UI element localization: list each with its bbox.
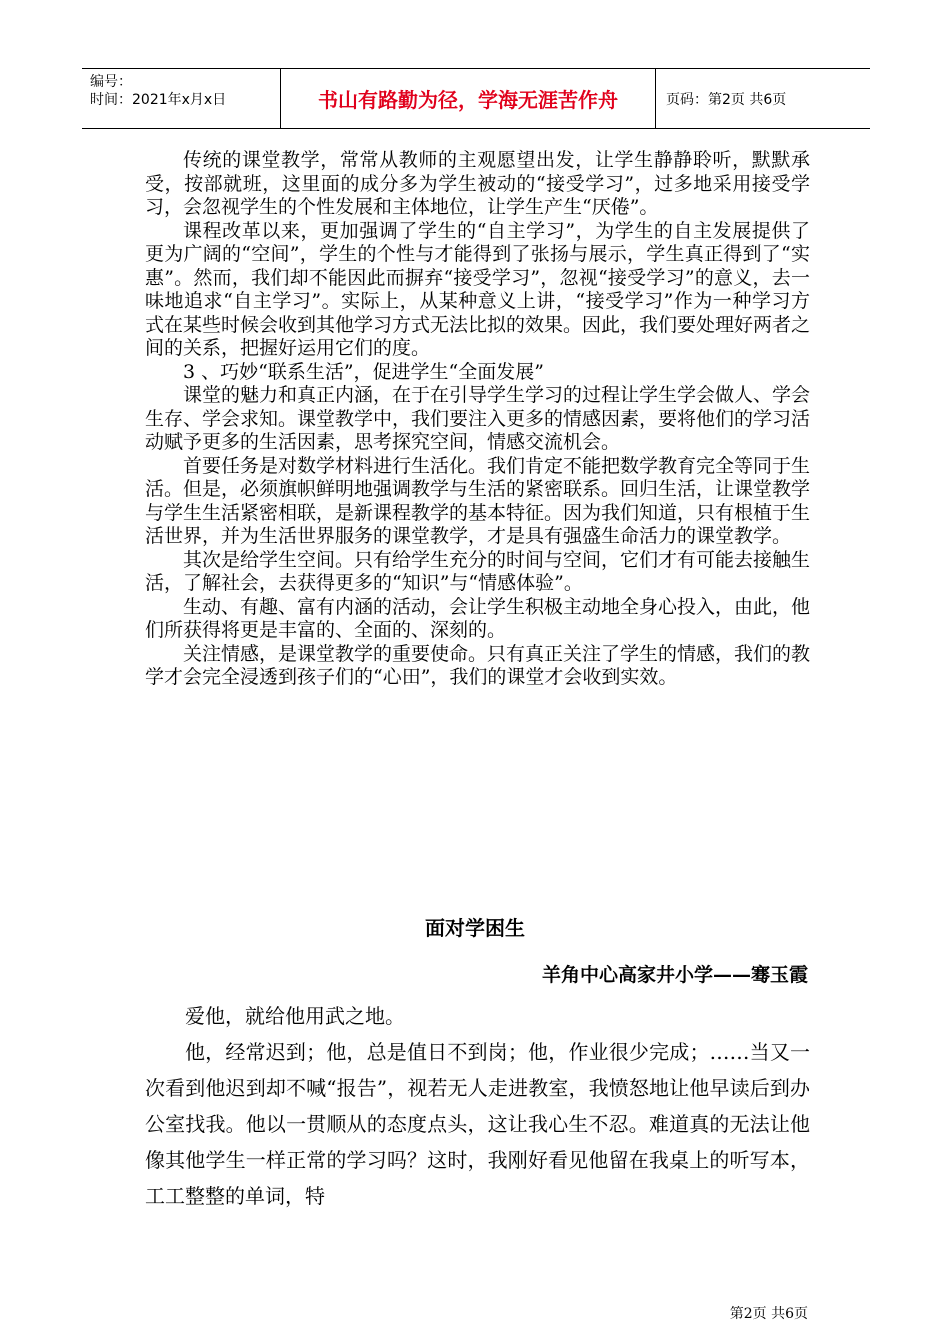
paragraph: 首要任务是对数学材料进行生活化。我们肯定不能把数学教育完全等同于生活。但是，必须旗帜鲜明地强调教学与生活的紧密联系。回归生活，让课堂教学与学生生活紧密相联，是新课程教学的基本特征。因为我们知道，只有根植于生活世界，并为生活世界服务的课堂教学，才是具有强盛生命活力的课堂教学。 (145, 454, 811, 547)
article-body (145, 998, 810, 1214)
paragraph: 爱他，就给他用武之地。 (185, 1004, 405, 1028)
header-motto-cell (280, 69, 656, 128)
paragraph: 传统的课堂教学，常常从教师的主观愿望出发，让学生静静聆听，默默承受，按部就班，这里面的成分多为学生被动的“接受学习”，过多地采用接受学习，会忽视学生的个性发展和主体地位，让学生产生“厌倦”。 (145, 149, 810, 218)
doc-number-label: 编号： (90, 74, 132, 90)
page-footer: 第2页 共6页 (729, 1306, 808, 1322)
paragraph: 其次是给学生空间。只有给学生充分的时间与空间，它们才有可能去接触生活，了解社会，去获得更多的“知识”与“情感体验”。 (145, 548, 811, 594)
article-author: 羊角中心高家井小学——骞玉霞 (541, 964, 808, 986)
paragraph: 生动、有趣、富有内涵的活动，会让学生积极主动地全身心投入，由此，他们所获得将更是丰富的、全面的、深刻的。 (145, 595, 811, 641)
paragraph: 关注情感，是课堂教学的重要使命。只有真正关注了学生的情感，我们的教学才会完全浸透到孩子们的“心田”，我们的课堂才会收到实效。 (145, 642, 811, 688)
paragraph: 课堂的魅力和真正内涵，在于在引导学生学习的过程让学生学会做人、学会生存、学会求知。课堂教学中，我们要注入更多的情感因素，要将他们的学习活动赋予更多的生活因素，思考探究空间，情感交流机会。 (145, 384, 811, 453)
paragraph: 课程改革以来，更加强调了学生的“自主学习”，为学生的自主发展提供了更为广阔的“空间”，学生的个性与才能得到了张扬与展示，学生真正得到了“实惠”。然而，我们却不能因此而摒弃“接受学习”，忽视“接受学习”的意义，去一味地追求“自主学习”。实际上，从某种意义上讲，“接受学习”作为一种学习方式在某些时候会收到其他学习方式无法比拟的效果。因此，我们要处理好两者之间的关系，把握好运用它们的度。 (145, 219, 811, 359)
article-title: 面对学困生 (425, 916, 525, 940)
section-heading: 3 、巧妙“联系生活”，促进学生“全面发展” (183, 360, 544, 383)
header-left-cell (82, 69, 280, 128)
paragraph: 他，经常迟到；他，总是值日不到岗；他，作业很少完成；……当又一次看到他迟到却不喊“报告”，视若无人走进教室，我愤怒地让他早读后到办公室找我。他以一贯顺从的态度点头，这让我心生不忍。难道真的无法让他像其他学生一样正常的学习吗？这时，我刚好看见他留在我桌上的听写本，工工整整的单词，特 (145, 1040, 810, 1208)
header-motto: 书山有路勤为径，学海无涯苦作舟 (318, 88, 618, 112)
doc-date-label: 时间：2021年x月x日 (90, 92, 227, 108)
section1-body (145, 149, 810, 690)
page-header (82, 68, 870, 129)
header-page-info: 页码：第2页 共6页 (666, 91, 787, 108)
